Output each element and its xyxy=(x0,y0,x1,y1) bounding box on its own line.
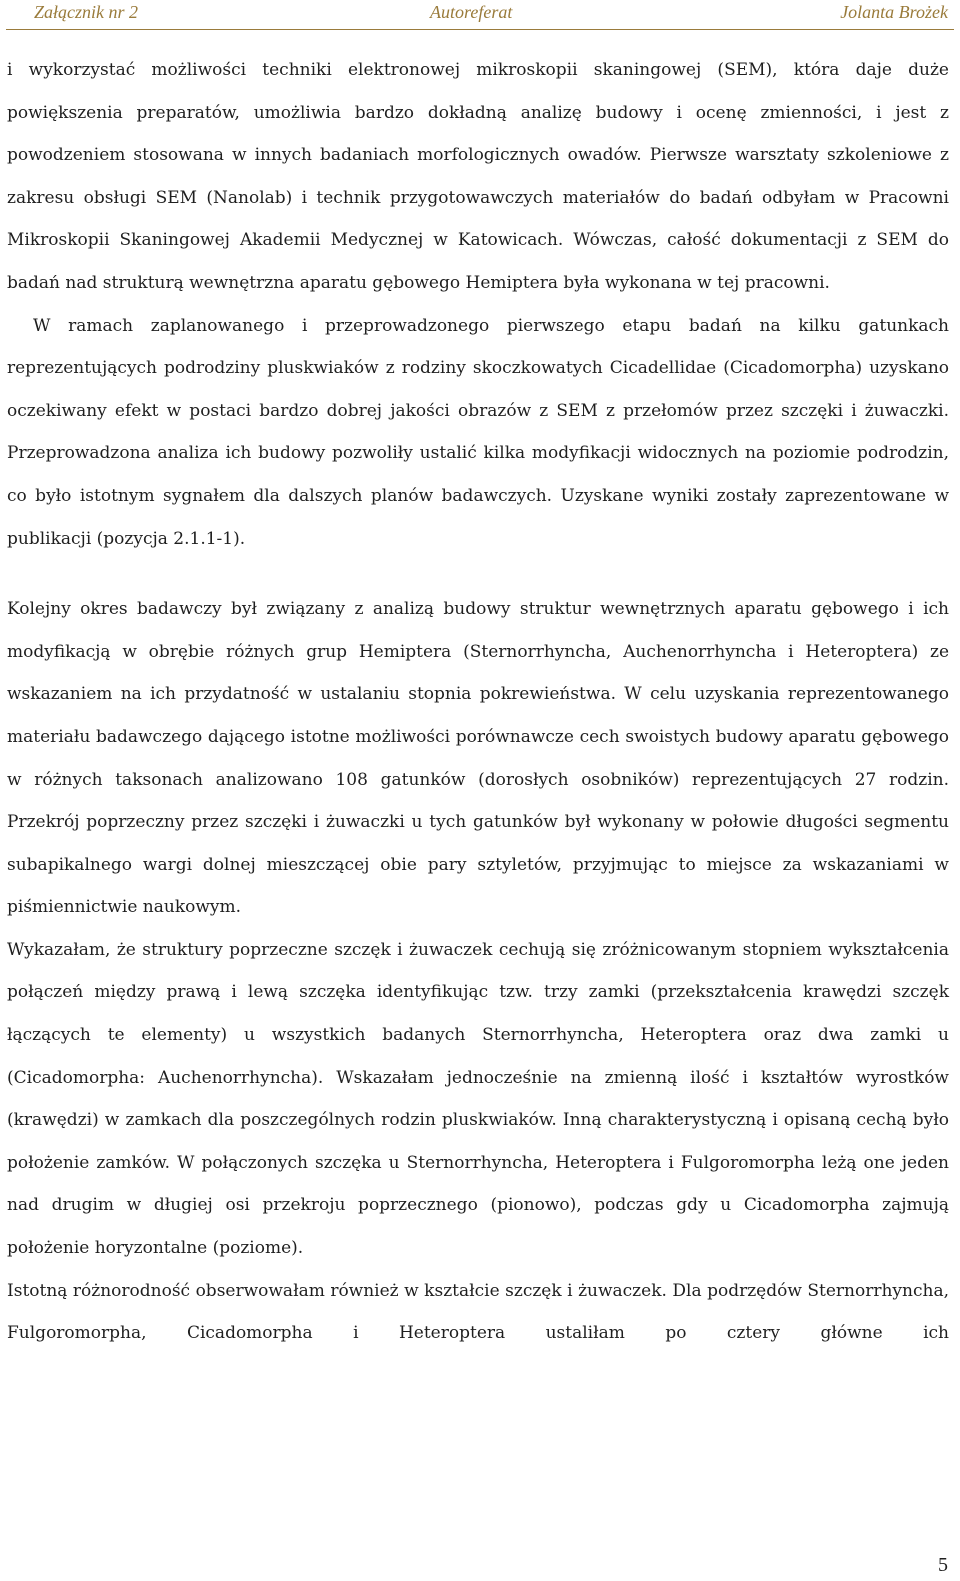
header-annex-label: Załącznik nr 2 xyxy=(34,2,139,22)
header-document-title: Autoreferat xyxy=(430,2,513,22)
paragraph-locks-findings: Wykazałam, że struktury poprzeczne szczęk i żuwaczek cechują się zróżnicowanym stopniem wykształcenia połączeń między prawą i lewą szczęka identyfikując tzw. trzy zamki (przekształcenia krawędzi szczęk łączących te elementy) u wszystkich badanych Sternorrhyncha, Heteroptera oraz dwa zamki u (Cicadomorpha: Auchenorrhyncha). Wskazałam jednocześnie na zmienną ilość i kształtów wyrostków (krawędzi) w zamkach dla poszczególnych rodzin pluskwiaków. Inną charakterystyczną i opisaną cechą było położenie zamków. W połączonych szczęka u Sternorrhyncha, Heteroptera i Fulgoromorpha leżą one jeden nad drugim w długiej osi przekroju poprzecznego (pionowo), podczas gdy u Cicadomorpha zajmują położenie horyzontalne (poziome). xyxy=(7,939,949,1259)
header-author-name: Jolanta Brożek xyxy=(840,2,948,22)
paragraph-first-stage: W ramach zaplanowanego i przeprowadzonego pierwszego etapu badań na kilku gatunkach reprezentujących podrodziny pluskwiaków z rodziny skoczkowatych Cicadellidae (Cicadomorpha) uzyskano oczekiwany efekt w postaci bardzo dobrej jakości obrazów z SEM z przełomów przez szczęki i żuwaczki. Przeprowadzona analiza ich budowy pozwoliły ustalić kilka modyfikacji widocznych na poziomie podrodzin, co było istotnym sygnałem dla dalszych planów badawczych. Uzyskane wyniki zostały zaprezentowane w publikacji (pozycja 2.1.1-1). xyxy=(7,315,949,549)
header-divider xyxy=(6,29,954,30)
page-number: 5 xyxy=(938,1554,948,1576)
page-header xyxy=(0,0,960,28)
paragraph-shape-diversity: Istotną różnorodność obserwowałam również w kształcie szczęk i żuwaczek. Dla podrzędów Sternorrhyncha, Fulgoromorpha, Cicadomorpha i Heteroptera ustaliłam po cztery główne ich xyxy=(7,1280,949,1344)
document-body xyxy=(7,49,949,1397)
paragraph-next-research-period: Kolejny okres badawczy był związany z analizą budowy struktur wewnętrznych aparatu gębowego i ich modyfikacją w obrębie różnych grup Hemiptera (Sternorrhyncha, Auchenorrhyncha i Heteroptera) ze wskazaniem na ich przydatność w ustalaniu stopnia pokrewieństwa. W celu uzyskania reprezentowanego materiału badawczego dającego istotne możliwości porównawcze cech swoistych budowy aparatu gębowego w różnych taksonach analizowano 108 gatunków (dorosłych osobników) reprezentujących 27 rodzin. Przekrój poprzeczny przez szczęki i żuwaczki u tych gatunków był wykonany w połowie długości segmentu subapikalnego wargi dolnej mieszczącej obie pary sztyletów, przyjmując to miejsce za wskazaniami w piśmiennictwie naukowym. xyxy=(7,599,949,918)
paragraph-sem-training: i wykorzystać możliwości techniki elektronowej mikroskopii skaningowej (SEM), która daje duże powiększenia preparatów, umożliwia bardzo dokładną analizę budowy i ocenę zmienności, i jest z powodzeniem stosowana w innych badaniach morfologicznych owadów. Pierwsze warsztaty szkoleniowe z zakresu obsługi SEM (Nanolab) i technik przygotowawczych materiałów do badań odbyłam w Pracowni Mikroskopii Skaningowej Akademii Medycznej w Katowicach. Wówczas, całość dokumentacji z SEM do badań nad strukturą wewnętrzna aparatu gębowego Hemiptera była wykonana w tej pracowni. xyxy=(7,60,949,293)
